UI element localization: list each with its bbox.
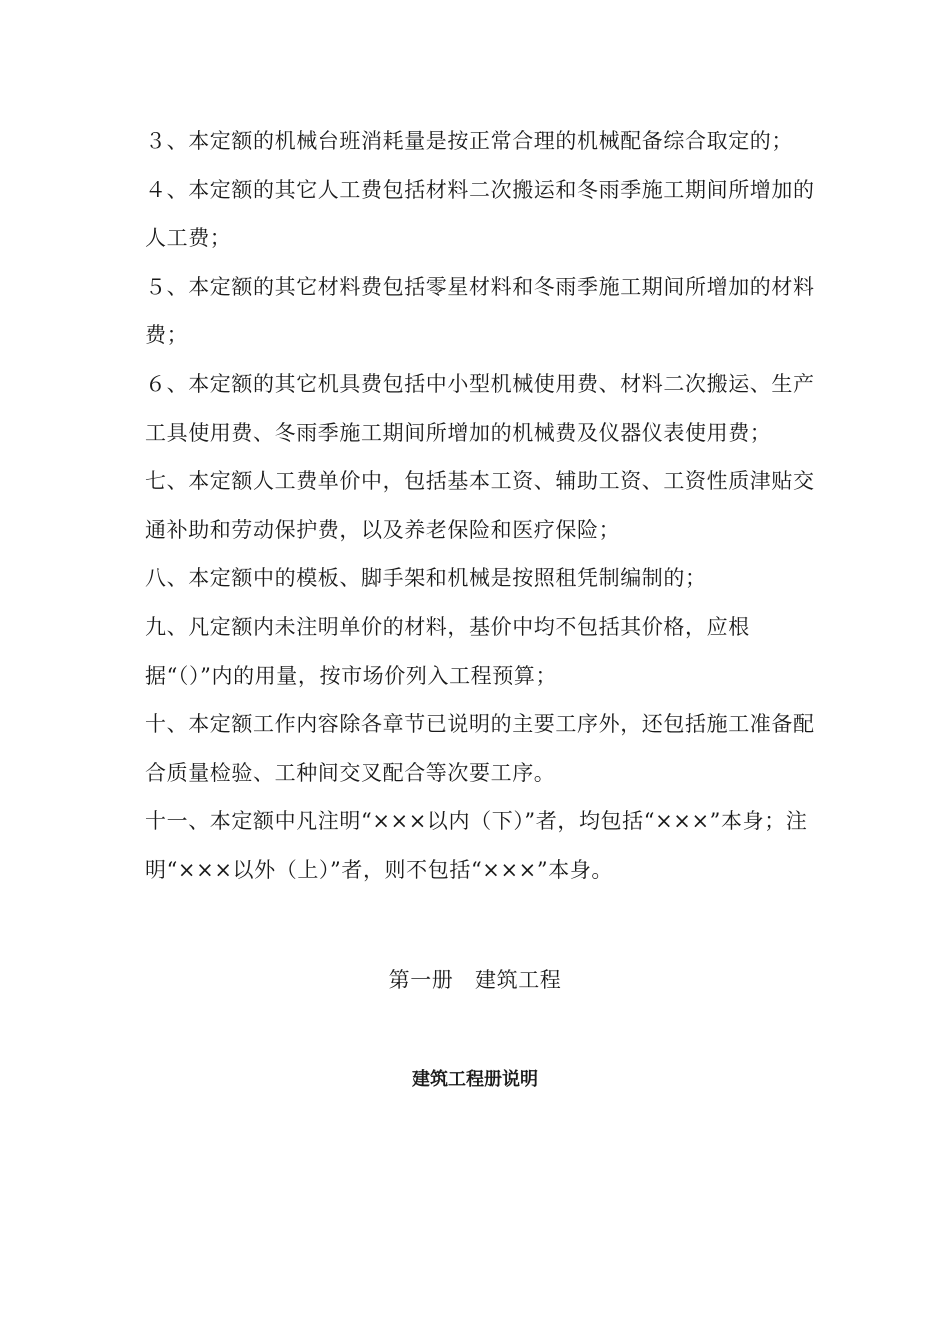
volume-title: 第一册 建筑工程 xyxy=(388,968,562,992)
paragraph-6: ６、本定额的其它机具费包括中小型机械使用费、材料二次搬运、生产工具使用费、冬雨季施工期间所增加的机械费及仪器仪表使用费； xyxy=(145,371,815,445)
paragraph-10: 十、本定额工作内容除各章节已说明的主要工序外，还包括施工准备配合质量检验、工种间交叉配合等次要工序。 xyxy=(145,712,815,785)
paragraph-4: ４、本定额的其它人工费包括材料二次搬运和冬雨季施工期间所增加的人工费； xyxy=(145,177,815,251)
paragraph-8: 八、本定额中的模板、脚手架和机械是按照租凭制编制的； xyxy=(145,566,707,591)
paragraph-3: ３、本定额的机械台班消耗量是按正常合理的机械配备综合取定的； xyxy=(145,129,793,153)
paragraph-5: ５、本定额的其它材料费包括零星材料和冬雨季施工期间所增加的材料费； xyxy=(145,274,815,348)
paragraph-9: 九、凡定额内未注明单价的材料，基价中均不包括其价格，应根据“（）”内的用量，按市场价列入工程预算； xyxy=(145,614,750,688)
paragraph-11: 十一、本定额中凡注明“×××以内（下）”者，均包括“×××”本身；注明“×××以外（上）”者，则不包括“×××”本身。 xyxy=(145,809,808,882)
paragraph-7: 七、本定额人工费单价中，包括基本工资、辅助工资、工资性质津贴交通补助和劳动保护费，以及养老保险和医疗保险； xyxy=(145,469,815,542)
body-text xyxy=(145,117,815,895)
section-title: 建筑工程册说明 xyxy=(412,1069,538,1090)
